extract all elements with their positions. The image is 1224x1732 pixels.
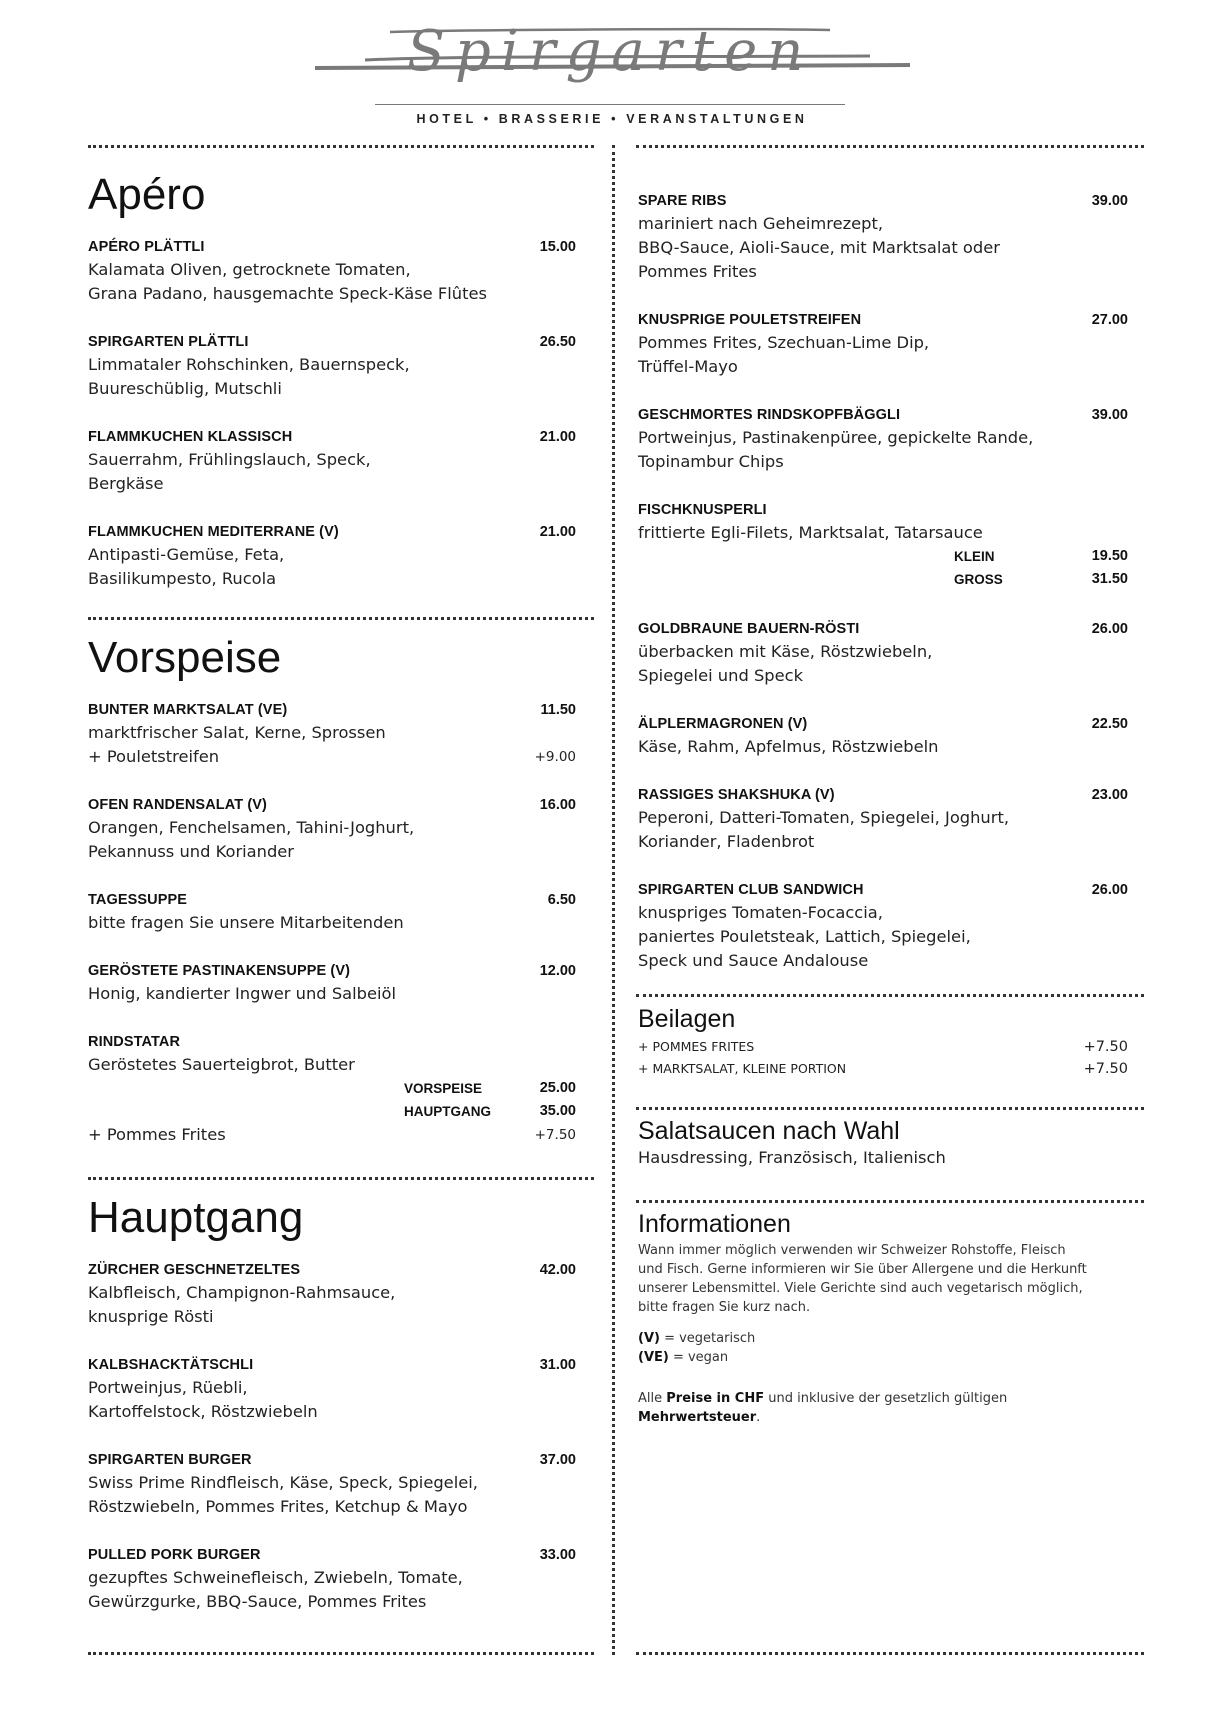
menu-item (88, 1449, 576, 1519)
section-hauptgang (88, 1195, 576, 1241)
divider-bottom-right (636, 1652, 1144, 1655)
item-name: ÄLPLERMAGRONEN (V) (638, 716, 808, 732)
menu-item (88, 236, 576, 306)
note-text: . (756, 1409, 761, 1425)
size-price: 25.00 (539, 1080, 576, 1096)
size-price: 31.50 (1091, 571, 1128, 587)
section-title-apero: Apéro (88, 170, 206, 219)
item-description: frittierte Egli-Filets, Marktsalat, Tatarsauce (638, 523, 983, 542)
side-item (638, 1058, 1128, 1080)
item-description: überbacken mit Käse, Röstzwiebeln, Spiegelei und Speck (638, 642, 933, 685)
divider-beilagen (636, 994, 1144, 997)
section-beilagen (638, 1005, 1128, 1080)
menu-item (88, 794, 576, 864)
side-item-name: + MARKTSALAT, KLEINE PORTION (638, 1060, 847, 1076)
menu-item (88, 1259, 576, 1329)
item-price: 22.50 (1091, 716, 1128, 732)
size-price: 35.00 (539, 1103, 576, 1119)
size-label: VORSPEISE (404, 1081, 483, 1096)
section-apero (88, 172, 576, 218)
addon-row (88, 1123, 576, 1147)
item-price: 16.00 (539, 797, 576, 813)
item-name: GOLDBRAUNE BAUERN-RÖSTI (638, 621, 860, 637)
item-price: 11.50 (540, 702, 576, 718)
item-name: KNUSPRIGE POULETSTREIFEN (638, 312, 862, 328)
size-row (88, 1077, 576, 1100)
menu-item (88, 331, 576, 401)
item-name: GERÖSTETE PASTINAKENSUPPE (V) (88, 963, 351, 979)
section-title-hauptgang: Hauptgang (88, 1193, 304, 1242)
note-bold: Preise in CHF (666, 1390, 765, 1406)
note-bold: Mehrwertsteuer (638, 1409, 757, 1425)
legend-key: (V) (638, 1330, 660, 1346)
item-description: Pommes Frites, Szechuan-Lime Dip, Trüffel-Mayo (638, 333, 930, 376)
menu-item (638, 618, 1128, 688)
item-description: Antipasti-Gemüse, Feta, Basilikumpesto, Rucola (88, 545, 285, 588)
section-title-vorspeise: Vorspeise (88, 633, 282, 682)
salatsaucen-text: Hausdressing, Französisch, Italienisch (638, 1147, 946, 1167)
size-row (638, 545, 1128, 568)
size-row (638, 568, 1128, 591)
section-title-beilagen: Beilagen (638, 1005, 736, 1033)
addon-label: + Pouletstreifen (88, 747, 220, 766)
item-description: Portweinjus, Rüebli, Kartoffelstock, Röstzwiebeln (88, 1378, 318, 1421)
size-label: KLEIN (954, 549, 995, 564)
item-price: 21.00 (539, 429, 576, 445)
addon-price: +7.50 (534, 1127, 576, 1143)
item-name: KALBSHACKTÄTSCHLI (88, 1357, 254, 1373)
item-price: 33.00 (539, 1547, 576, 1563)
item-name: OFEN RANDENSALAT (V) (88, 797, 267, 813)
menu-item (88, 889, 576, 935)
menu-item (88, 960, 576, 1006)
item-price: 39.00 (1091, 193, 1128, 209)
item-name: FISCHKNUSPERLI (638, 502, 767, 518)
legend-text: = vegetarisch (659, 1330, 756, 1346)
menu-item (638, 713, 1128, 759)
item-description: gezupftes Schweinefleisch, Zwiebeln, Tomate, Gewürzgurke, BBQ-Sauce, Pommes Frites (88, 1568, 463, 1611)
item-name: SPIRGARTEN PLÄTTLI (88, 334, 249, 350)
logo-text: Spirgarten (406, 20, 814, 84)
item-description: mariniert nach Geheimrezept, BBQ-Sauce, Aioli-Sauce, mit Marktsalat oder Pommes Frites (638, 214, 1000, 281)
item-description: Limmataler Rohschinken, Bauernspeck, Buureschüblig, Mutschli (88, 355, 410, 398)
divider-top-right (636, 145, 1144, 148)
section-informationen (638, 1210, 1128, 1427)
menu-item (88, 521, 576, 591)
section-title-informationen: Informationen (638, 1210, 791, 1238)
info-text: Wann immer möglich verwenden wir Schweizer Rohstoffe, Fleisch und Fisch. Gerne informieren wir Sie über Allergene und die Herkunft unserer Lebensmittel. Viele Gerichte sind auch vegetarisch möglich, bitte fragen Sie kurz nach. (638, 1242, 1087, 1315)
divider-top-left (88, 145, 594, 148)
item-price: 39.00 (1091, 407, 1128, 423)
menu-item (88, 1544, 576, 1614)
logo-underline (375, 104, 845, 105)
item-description: Orangen, Fenchelsamen, Tahini-Joghurt, Pekannuss und Koriander (88, 818, 415, 861)
legend-key: (VE) (638, 1349, 669, 1365)
item-price: 26.50 (539, 334, 576, 350)
item-description: Swiss Prime Rindfleisch, Käse, Speck, Spiegelei, Röstzwiebeln, Pommes Frites, Ketchup & Mayo (88, 1473, 478, 1516)
item-name: RASSIGES SHAKSHUKA (V) (638, 787, 835, 803)
spirgarten-logo (310, 20, 915, 90)
item-name: SPIRGARTEN BURGER (88, 1452, 252, 1468)
item-name: PULLED PORK BURGER (88, 1547, 261, 1563)
item-name: GESCHMORTES RINDSKOPFBÄGGLI (638, 407, 901, 423)
item-price: 23.00 (1091, 787, 1128, 803)
menu-item (638, 309, 1128, 379)
item-price: 37.00 (539, 1452, 576, 1468)
size-label: HAUPTGANG (404, 1104, 491, 1119)
section-vorspeise (88, 635, 576, 681)
menu-item (638, 879, 1128, 973)
side-item (638, 1036, 1128, 1058)
item-name: APÉRO PLÄTTLI (88, 239, 205, 255)
item-description: knuspriges Tomaten-Focaccia, paniertes Pouletsteak, Lattich, Spiegelei, Speck und Sauce Andalouse (638, 903, 971, 970)
item-price: 26.00 (1091, 882, 1128, 898)
item-price: 27.00 (1091, 312, 1128, 328)
menu-item (638, 784, 1128, 854)
tagline: HOTEL • BRASSERIE • VERANSTALTUNGEN (416, 112, 808, 126)
item-description: Peperoni, Datteri-Tomaten, Spiegelei, Joghurt, Koriander, Fladenbrot (638, 808, 1009, 851)
divider-salatsaucen (636, 1107, 1144, 1110)
menu-item (88, 1354, 576, 1424)
item-name: SPARE RIBS (638, 193, 727, 209)
item-price: 42.00 (539, 1262, 576, 1278)
side-item-name: + POMMES FRITES (638, 1038, 755, 1054)
price-note (638, 1389, 1128, 1427)
header (0, 0, 1224, 140)
item-description: Kalbfleisch, Champignon-Rahmsauce, knusprige Rösti (88, 1283, 396, 1326)
item-name: FLAMMKUCHEN KLASSISCH (88, 429, 293, 445)
item-name: BUNTER MARKTSALAT (VE) (88, 702, 288, 718)
note-text: und inklusive der gesetzlich gültigen (764, 1390, 1008, 1406)
item-description: Sauerrahm, Frühlingslauch, Speck, Bergkäse (88, 450, 371, 493)
menu-item (88, 699, 576, 769)
legend-vegan (638, 1348, 1128, 1367)
item-price: 15.00 (539, 239, 576, 255)
item-description: Portweinjus, Pastinakenpüree, gepickelte Rande, Topinambur Chips (638, 428, 1034, 471)
item-description: Honig, kandierter Ingwer und Salbeiöl (88, 984, 397, 1003)
divider-bottom-left (88, 1652, 594, 1655)
divider-vertical (612, 145, 615, 1655)
item-name: ZÜRCHER GESCHNETZELTES (88, 1262, 301, 1278)
item-name: TAGESSUPPE (88, 892, 188, 908)
item-price: 12.00 (539, 963, 576, 979)
side-item-price: +7.50 (1083, 1060, 1128, 1077)
section-title-salatsaucen: Salatsaucen nach Wahl (638, 1117, 900, 1145)
note-text: Alle (638, 1390, 667, 1406)
addon-price: +9.00 (534, 749, 576, 765)
divider-apero-vorspeise (88, 617, 594, 620)
menu-item (88, 426, 576, 496)
item-name: RINDSTATAR (88, 1034, 181, 1050)
size-price: 19.50 (1091, 548, 1128, 564)
side-item-price: +7.50 (1083, 1038, 1128, 1055)
menu-item (638, 499, 1128, 591)
item-description: Käse, Rahm, Apfelmus, Röstzwiebeln (638, 737, 939, 756)
item-name: FLAMMKUCHEN MEDITERRANE (V) (88, 524, 339, 540)
legend-text: = vegan (668, 1349, 729, 1365)
divider-vorspeise-hauptgang (88, 1177, 594, 1180)
item-description: marktfrischer Salat, Kerne, Sprossen (88, 723, 386, 742)
divider-informationen (636, 1200, 1144, 1203)
size-row (88, 1100, 576, 1123)
item-description: bitte fragen Sie unsere Mitarbeitenden (88, 913, 404, 932)
item-description: Kalamata Oliven, getrocknete Tomaten, Grana Padano, hausgemachte Speck-Käse Flûtes (88, 260, 487, 303)
menu-item (638, 404, 1128, 474)
item-price: 26.00 (1091, 621, 1128, 637)
legend-vegetarian (638, 1329, 1128, 1348)
item-price: 21.00 (539, 524, 576, 540)
menu-item (638, 190, 1128, 284)
addon-label: + Pommes Frites (88, 1125, 226, 1144)
item-price: 6.50 (547, 892, 576, 908)
item-price: 31.00 (539, 1357, 576, 1373)
addon-row (88, 745, 576, 769)
section-salatsaucen (638, 1117, 1128, 1170)
item-description: Geröstetes Sauerteigbrot, Butter (88, 1055, 355, 1074)
size-label: GROSS (954, 572, 1003, 587)
item-name: SPIRGARTEN CLUB SANDWICH (638, 882, 864, 898)
menu-item (88, 1031, 576, 1147)
